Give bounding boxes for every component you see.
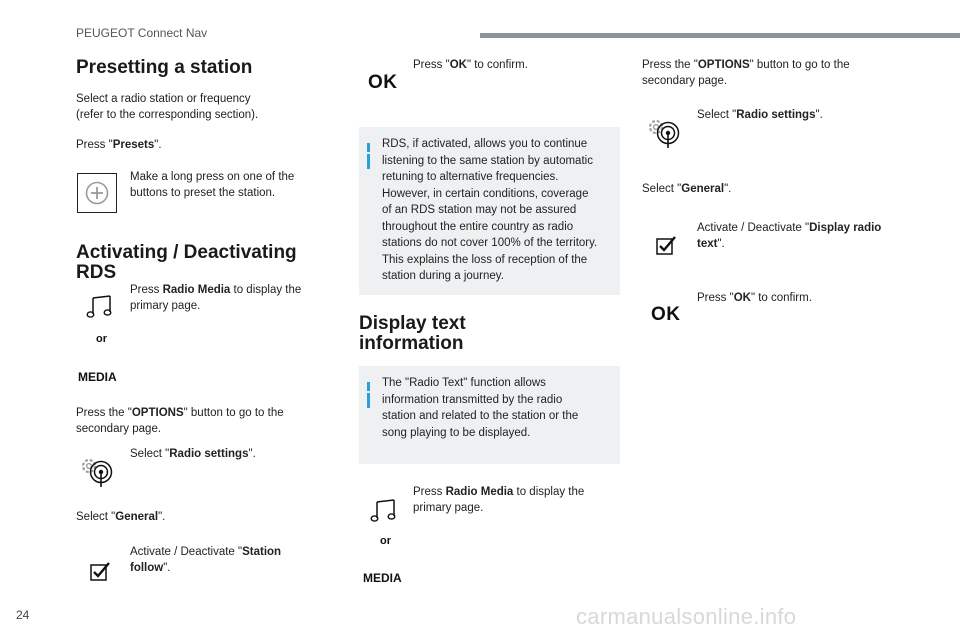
- press-ok-text: Press "OK" to confirm.: [413, 59, 528, 71]
- radio-settings-icon[interactable]: [80, 455, 116, 489]
- media-button[interactable]: MEDIA: [78, 370, 117, 384]
- presetting-intro: Select a radio station or frequency (refer to the corresponding section).: [76, 93, 259, 121]
- running-header: PEUGEOT Connect Nav: [76, 26, 208, 40]
- rds-info-note: [359, 127, 620, 295]
- music-note-icon[interactable]: [370, 498, 398, 524]
- heading-presetting-station: Presetting a station: [76, 57, 253, 78]
- watermark: carmanualsonline.info: [576, 604, 797, 629]
- page-number: 24: [16, 608, 30, 622]
- info-icon: [367, 143, 370, 152]
- checkbox-icon[interactable]: [656, 235, 678, 257]
- options-text: Press the "OPTIONS" button to go to the secondary page.: [76, 407, 284, 435]
- select-radio-settings-text: Select "Radio settings".: [130, 448, 256, 460]
- press-ok-text-2: Press "OK" to confirm.: [697, 292, 812, 304]
- info-icon: [367, 382, 370, 391]
- or-label: or: [96, 333, 107, 345]
- activate-display-radio-text: Activate / Deactivate "Display radio text".: [697, 222, 882, 250]
- header-bar: [480, 33, 960, 38]
- heading-activating-rds: Activating / Deactivating RDS: [76, 242, 297, 283]
- heading-display-text-information: Display text information: [359, 313, 466, 354]
- ok-button[interactable]: OK: [651, 304, 681, 325]
- or-label: or: [380, 535, 391, 547]
- press-presets-text: Press "Presets".: [76, 139, 162, 151]
- radio-media-text: Press Radio Media to display the primary page.: [130, 284, 302, 312]
- preset-button[interactable]: [77, 173, 117, 213]
- radio-media-text-2: Press Radio Media to display the primary page.: [413, 486, 585, 514]
- radio-settings-icon[interactable]: [647, 116, 683, 150]
- media-button[interactable]: MEDIA: [363, 571, 402, 585]
- options-text-2: Press the "OPTIONS" button to go to the secondary page.: [642, 59, 850, 87]
- plus-icon: [85, 181, 109, 205]
- ok-button[interactable]: OK: [368, 72, 398, 93]
- rds-note-text: RDS, if activated, allows you to continue listening to the same station by automatic retuning to alternative frequencies. However, in certain conditions, coverage of an RDS station may not be assured throughout the entire country as radio stations do not cover 100% of the territory. This explains the loss of reception of the station during a journey.: [382, 138, 598, 282]
- select-general-text-2: Select "General".: [642, 183, 732, 195]
- long-press-text: Make a long press on one of the buttons to preset the station.: [130, 171, 295, 199]
- music-note-icon[interactable]: [86, 294, 114, 320]
- select-radio-settings-text-2: Select "Radio settings".: [697, 109, 823, 121]
- activate-station-follow-text: Activate / Deactivate "Station follow".: [130, 546, 282, 574]
- radiotext-note-text: The "Radio Text" function allows information transmitted by the radio station and related to the station or the song playing to be displayed.: [382, 377, 579, 439]
- checkbox-icon[interactable]: [90, 561, 112, 583]
- select-general-text: Select "General".: [76, 511, 166, 523]
- radio-text-note: [359, 366, 620, 464]
